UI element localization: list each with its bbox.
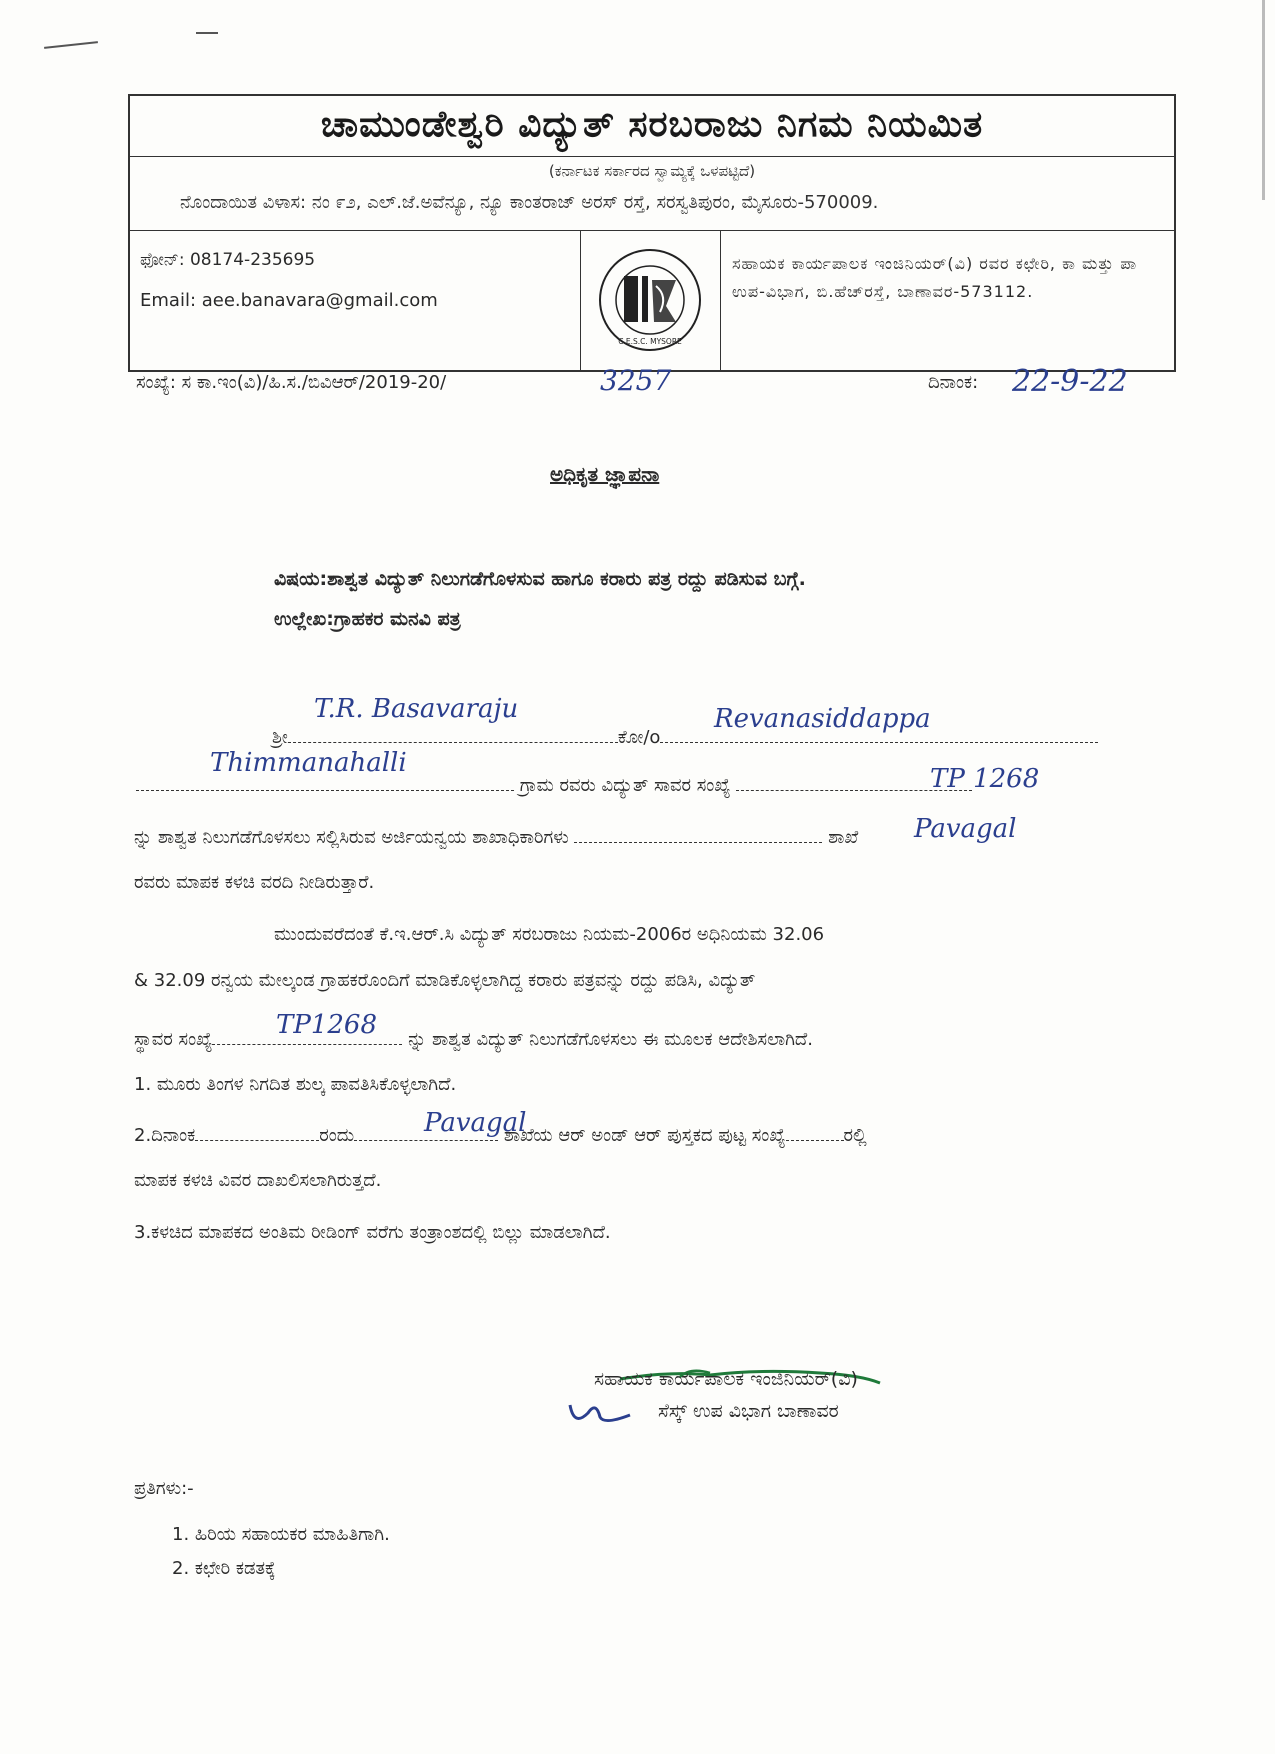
memo-reference: ಉಲ್ಲೇಖ:ಗ್ರಾಹಕರ ಮನವಿ ಪತ್ರ [274,608,461,630]
body-text: ನ್ನು ಶಾಶ್ವತ ವಿದ್ಯುತ್ ನಿಲುಗಡೆಗೊಳಸಲು ಈ ಮೂಲಕ ಆದೇಶಿಸಲಾಗಿದೆ. [408,1029,814,1050]
letterhead [128,94,1176,372]
installation-number: TP 1268 [930,764,1040,794]
point2-branch: Pavagal [424,1108,527,1138]
logo-column [580,230,721,372]
cesc-logo [596,246,704,354]
signatory-title: ಸಹಾಯಕ ಕಾರ್ಯಪಾಲಕ ಇಂಜಿನಿಯರ್(ವಿ) [594,1368,858,1390]
reference-number-label: ಸಂಖ್ಯೆ: ಸ ಕಾ.ಇಂ(ವಿ)/ಹಿ.ಸ./ಬಿವಿಆರ್/2019-20/ [136,372,447,393]
installation-number-2: TP1268 [276,1010,378,1040]
memo-subject: ವಿಷಯ:ಶಾಶ್ವತ ವಿದ್ಯುತ್ ನಿಲುಗಡೆಗೊಳಸುವ ಹಾಗೂ ಕರಾರು ಪತ್ರ ರದ್ದು ಪಡಿಸುವ ಬಗ್ಗೆ. [274,568,806,590]
signature-block [594,1368,858,1422]
date-label: ದಿನಾಂಕ: [928,372,979,393]
village-name: Thimmanahalli [210,748,407,778]
body-text: ಶಾಖೆ [828,827,859,848]
point-1: 1. ಮೂರು ತಿಂಗಳ ನಿಗದಿತ ಶುಲ್ಕ ಪಾವತಿಸಿಕೊಳ್ಳಲಾಗಿದೆ. [134,1074,457,1095]
email-address: Email: aee.banavara@gmail.com [140,290,438,311]
office-column [720,230,1176,372]
blank-field [195,1124,319,1141]
logo-text: C.E.S.C. MYSORE [618,337,682,346]
village-suffix: ಗ್ರಾಮ ರವರು ವಿದ್ಯುತ್ ಸಾವರ ಸಂಖ್ಯೆ [519,775,731,796]
point-3: 3.ಕಳಚಿದ ಮಾಪಕದ ಅಂತಿಮ ರೀಡಿಂಗ್ ವರೆಗು ತಂತ್ರಾಂಶದಲ್ಲಿ ಬಿಲ್ಲು ಮಾಡಲಾಗಿದೆ. [134,1222,611,1243]
copies-label: ಪ್ರತಿಗಳು:- [134,1478,194,1499]
para2-line-1: ಮುಂದುವರೆದಂತೆ ಕೆ.ಇ.ಆರ್.ಸಿ ವಿದ್ಯುತ್ ಸರಬರಾಜು ನಿಯಮ-2006ರ ಅಧಿನಿಯಮ 32.06 [274,924,825,945]
body-text: ಶಾಖೆಯ ಆರ್ ಅಂಡ್ ಆರ್ ಪುಸ್ತಕದ ಪುಟ್ಟ ಸಂಖ್ಯೆ [503,1125,786,1146]
scan-edge [1262,0,1265,200]
scan-mark [196,32,218,34]
para2-line-3 [134,1028,813,1050]
father-name: Revanasiddappa [714,704,931,734]
scan-mark [44,41,98,49]
organization-subtitle: (ಕರ್ನಾಟಕ ಸರ್ಕಾರದ ಸ್ವಾಮ್ಯಕ್ಕೆ ಒಳಪಟ್ಟಿದೆ) [548,162,756,180]
body-text: ಸ್ಥಾವರ ಸಂಖ್ಯೆ [134,1029,213,1050]
blank-field [288,726,618,743]
date-handwritten: 22-9-22 [1012,364,1128,399]
reference-number-handwritten: 3257 [600,364,672,397]
registered-address: ನೊಂದಾಯಿತ ವಿಳಾಸ: ನಂ ೯೨, ಎಲ್.ಜೆ.ಅವೆನ್ಯೂ, ನ್ಯೂ ಕಾಂತರಾಜ್ ಅರಸ್ ರಸ್ತೆ, ಸರಸ್ವತಿಪುರಂ, ಮೈಸೂರು-570009. [180,192,879,213]
letterhead-address-row [130,156,1174,231]
copy-item: 1. ಹಿರಿಯ ಸಹಾಯಕರ ಮಾಹಿತಿಗಾಗಿ. [172,1524,390,1545]
body-text: ರಂದು [319,1125,355,1146]
body-line-4: ರವರು ಮಾಪಕ ಕಳಚಿ ವರದಿ ನೀಡಿರುತ್ತಾರೆ. [134,872,375,893]
body-line-1 [272,726,1098,748]
copy-item: 2. ಕಛೇರಿ ಕಡತಕ್ಕೆ [172,1558,276,1579]
body-text: ರಲ್ಲಿ [843,1125,867,1146]
point-2-line-2: ಮಾಪಕ ಕಳಚಿ ವಿವರ ದಾಖಲಿಸಲಾಗಿರುತ್ತದೆ. [134,1170,382,1191]
contact-column [130,230,581,372]
consumer-name: T.R. Basavaraju [314,694,519,724]
phone-number: ಫೋನ್: 08174-235695 [140,250,316,270]
letterhead-title-row [130,96,1174,157]
body-line-3 [134,826,858,848]
signatory-office: ಸೆಸ್ಕ್ ಉಪ ವಿಭಾಗ ಬಾಣಾವರ [658,1400,839,1422]
shri-label: ಶ್ರೀ [272,727,288,748]
section-officer: Pavagal [914,814,1017,844]
memo-title: ಅಧಿಕೃತ ಜ್ಞಾಪನಾ [550,462,660,486]
blank-field [574,826,822,843]
co-label: ಕೋ/o [617,727,661,748]
body-text: ನ್ನು ಶಾಶ್ವತ ನಿಲುಗಡೆಗೊಳಸಲು ಸಲ್ಲಿಸಿರುವ ಅರ್ಜಿಯನ್ವಯ ಶಾಖಾಧಿಕಾರಿಗಳು [134,827,569,848]
organization-name: ಚಾಮುಂಡೇಶ್ವರಿ ವಿದ್ಯುತ್ ಸರಬರಾಜು ನಿಗಮ ನಿಯಮಿತ [320,104,984,145]
office-address: ಸಹಾಯಕ ಕಾರ್ಯಪಾಲಕ ಇಂಜಿನಿಯರ್(ವಿ) ರವರ ಕಛೇರಿ, ಕಾ ಮತ್ತು ಪಾ ಉಪ-ವಿಭಾಗ, ಬಿ.ಹೆಚ್‌ರಸ್ತೆ, ಬಾಣಾವರ-573112. [732,254,1138,301]
blank-field [786,1124,844,1141]
body-text: 2.ದಿನಾಂಕ [134,1125,196,1146]
para2-line-2: & 32.09 ರನ್ವಯ ಮೇಲ್ಕಂಡ ಗ್ರಾಹಕರೊಂದಿಗೆ ಮಾಡಿಕೊಳ್ಳಲಾಗಿದ್ದ ಕರಾರು ಪತ್ರವನ್ನು ರದ್ದು ಪಡಿಸಿ, ವಿದ್ಯುತ್ [134,970,756,991]
